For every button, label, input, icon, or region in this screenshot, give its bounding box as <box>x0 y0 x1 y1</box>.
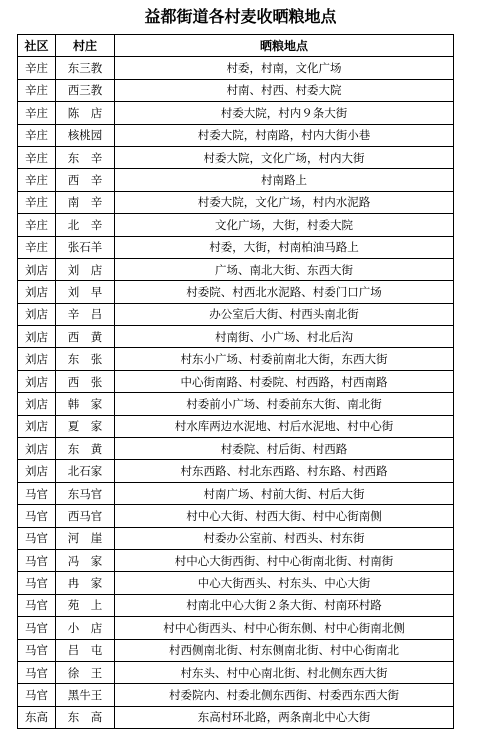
cell-community: 辛庄 <box>18 169 56 191</box>
cell-village: 西 张 <box>56 370 115 392</box>
cell-village: 西 黄 <box>56 326 115 348</box>
cell-location: 文化广场，大街，村委大院 <box>115 214 454 236</box>
cell-location: 中心大街西头、村东头、中心大街 <box>115 572 454 594</box>
table-row <box>18 393 454 415</box>
cell-village: 辛 吕 <box>56 303 115 325</box>
cell-location: 村南路上 <box>115 169 454 191</box>
cell-location: 村东西路、村北东西路、村东路、村西路 <box>115 460 454 482</box>
cell-community: 马官 <box>18 684 56 706</box>
table-row <box>18 527 454 549</box>
cell-location: 村委大院，村南路，村内大街小巷 <box>115 124 454 146</box>
cell-village: 黑牛王 <box>56 684 115 706</box>
cell-community: 马官 <box>18 639 56 661</box>
drying-locations-table <box>17 34 454 729</box>
cell-location: 村委大院，文化广场，村内大街 <box>115 146 454 168</box>
cell-village: 北 辛 <box>56 214 115 236</box>
cell-village: 东 黄 <box>56 438 115 460</box>
cell-village: 夏 家 <box>56 415 115 437</box>
table-row <box>18 348 454 370</box>
table-row <box>18 79 454 101</box>
cell-location: 村中心大街西街、村中心街南北街、村南街 <box>115 549 454 571</box>
cell-community: 刘店 <box>18 326 56 348</box>
cell-community: 马官 <box>18 482 56 504</box>
cell-community: 东高 <box>18 706 56 728</box>
table-row <box>18 505 454 527</box>
cell-community: 刘店 <box>18 460 56 482</box>
table-row <box>18 214 454 236</box>
cell-community: 马官 <box>18 594 56 616</box>
cell-location: 东高村环北路，两条南北中心大街 <box>115 706 454 728</box>
cell-community: 马官 <box>18 661 56 683</box>
cell-location: 村南广场、村前大街、村后大街 <box>115 482 454 504</box>
cell-community: 刘店 <box>18 281 56 303</box>
cell-location: 村东头、村中心南北街、村北侧东西大街 <box>115 661 454 683</box>
table-row <box>18 57 454 79</box>
cell-village: 冉 家 <box>56 572 115 594</box>
cell-village: 苑 上 <box>56 594 115 616</box>
cell-community: 马官 <box>18 572 56 594</box>
cell-village: 北石家 <box>56 460 115 482</box>
cell-village: 东马官 <box>56 482 115 504</box>
cell-village: 东 张 <box>56 348 115 370</box>
cell-location: 村委院、村后街、村西路 <box>115 438 454 460</box>
cell-community: 刘店 <box>18 258 56 280</box>
cell-village: 南 辛 <box>56 191 115 213</box>
table-row <box>18 549 454 571</box>
cell-community: 刘店 <box>18 415 56 437</box>
table-row <box>18 258 454 280</box>
table-row <box>18 617 454 639</box>
cell-community: 辛庄 <box>18 102 56 124</box>
header-village: 村庄 <box>56 35 115 57</box>
table-row <box>18 684 454 706</box>
table-row <box>18 415 454 437</box>
cell-location: 村南北中心大街２条大街、村南环村路 <box>115 594 454 616</box>
cell-village: 西 辛 <box>56 169 115 191</box>
cell-location: 村中心街西头、村中心街东侧、村中心街南北侧 <box>115 617 454 639</box>
cell-community: 辛庄 <box>18 57 56 79</box>
cell-community: 刘店 <box>18 370 56 392</box>
table-row <box>18 438 454 460</box>
cell-location: 广场、南北大街、东西大街 <box>115 258 454 280</box>
cell-village: 徐 王 <box>56 661 115 683</box>
cell-village: 刘 店 <box>56 258 115 280</box>
cell-location: 村委大院，村内９条大街 <box>115 102 454 124</box>
table-body <box>18 57 454 729</box>
cell-location: 村委，大街，村南柏油马路上 <box>115 236 454 258</box>
cell-village: 西马官 <box>56 505 115 527</box>
cell-community: 辛庄 <box>18 124 56 146</box>
table-row <box>18 482 454 504</box>
cell-location: 村委大院，文化广场，村内水泥路 <box>115 191 454 213</box>
cell-community: 辛庄 <box>18 214 56 236</box>
cell-location: 村南、村西、村委大院 <box>115 79 454 101</box>
cell-community: 刘店 <box>18 393 56 415</box>
cell-location: 村委院、村西北水泥路、村委门口广场 <box>115 281 454 303</box>
cell-community: 马官 <box>18 617 56 639</box>
cell-village: 东 高 <box>56 706 115 728</box>
table-header-row <box>18 35 454 57</box>
cell-village: 东 辛 <box>56 146 115 168</box>
table-row <box>18 661 454 683</box>
cell-community: 马官 <box>18 527 56 549</box>
cell-community: 马官 <box>18 549 56 571</box>
cell-village: 陈 店 <box>56 102 115 124</box>
cell-village: 刘 早 <box>56 281 115 303</box>
cell-community: 辛庄 <box>18 191 56 213</box>
table-row <box>18 370 454 392</box>
cell-village: 小 店 <box>56 617 115 639</box>
cell-location: 村委办公室前、村西头、村东街 <box>115 527 454 549</box>
table-row <box>18 303 454 325</box>
cell-location: 村委院内、村委北侧东西街、村委西东西大街 <box>115 684 454 706</box>
cell-location: 村委前小广场、村委前东大街、南北街 <box>115 393 454 415</box>
table-row <box>18 102 454 124</box>
header-drying-location: 晒粮地点 <box>115 35 454 57</box>
table-row <box>18 572 454 594</box>
cell-location: 办公室后大街、村西头南北街 <box>115 303 454 325</box>
table-row <box>18 124 454 146</box>
cell-community: 辛庄 <box>18 236 56 258</box>
table-row <box>18 281 454 303</box>
cell-location: 村南街、小广场、村北后沟 <box>115 326 454 348</box>
cell-location: 村西侧南北街、村东侧南北街、村中心街南北 <box>115 639 454 661</box>
cell-community: 马官 <box>18 505 56 527</box>
table-row <box>18 236 454 258</box>
cell-location: 村委，村南，文化广场 <box>115 57 454 79</box>
cell-location: 村水库两边水泥地、村后水泥地、村中心街 <box>115 415 454 437</box>
cell-village: 核桃园 <box>56 124 115 146</box>
table-row <box>18 146 454 168</box>
cell-location: 村中心大街、村西大街、村中心街南侧 <box>115 505 454 527</box>
cell-village: 吕 屯 <box>56 639 115 661</box>
cell-community: 刘店 <box>18 303 56 325</box>
cell-village: 河 崖 <box>56 527 115 549</box>
table-row <box>18 460 454 482</box>
cell-location: 村东小广场、村委前南北大街，东西大街 <box>115 348 454 370</box>
cell-community: 刘店 <box>18 348 56 370</box>
header-community: 社区 <box>18 35 56 57</box>
cell-village: 韩 家 <box>56 393 115 415</box>
table-row <box>18 326 454 348</box>
cell-village: 冯 家 <box>56 549 115 571</box>
table-row <box>18 594 454 616</box>
cell-community: 辛庄 <box>18 146 56 168</box>
table-row <box>18 169 454 191</box>
table-row <box>18 191 454 213</box>
cell-village: 西三教 <box>56 79 115 101</box>
cell-village: 东三教 <box>56 57 115 79</box>
cell-community: 刘店 <box>18 438 56 460</box>
cell-location: 中心街南路、村委院、村西路，村西南路 <box>115 370 454 392</box>
page-title: 益都街道各村麦收晒粮地点 <box>144 7 337 26</box>
table-row <box>18 706 454 728</box>
cell-village: 张石羊 <box>56 236 115 258</box>
cell-community: 辛庄 <box>18 79 56 101</box>
table-row <box>18 639 454 661</box>
